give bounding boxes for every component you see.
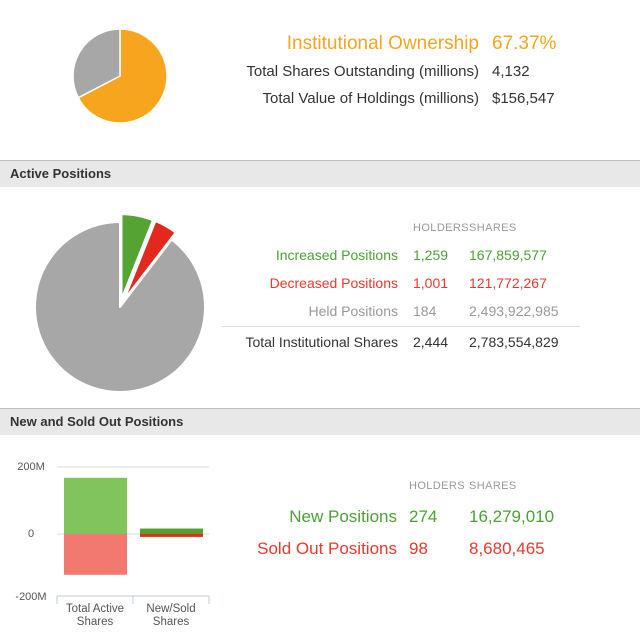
active-shares-column-header: SHARES [469,222,517,234]
holdings-value-label: Total Value of Holdings (millions) [262,90,479,107]
new-positions-holders: 274 [409,507,438,526]
total-institutional-shares-shares: 2,783,554,829 [469,334,559,350]
decreased-positions-holders: 1,001 [413,275,449,291]
held-positions-label: Held Positions [308,303,398,319]
newsold-shares-column-header: SHARES [469,480,517,492]
newsold-holders-column-header: HOLDERS [409,480,465,492]
new-positions-label: New Positions [289,507,397,526]
shares-outstanding-label: Total Shares Outstanding (millions) [246,63,479,80]
decreased-positions-label: Decreased Positions [269,275,398,291]
sold-out-positions-label: Sold Out Positions [257,539,397,558]
ownership-percent-value: 67.37% [492,33,557,54]
new-sold-title: New and Sold Out Positions [10,414,184,429]
shares-outstanding-value: 4,132 [492,63,530,80]
sold-out-positions-shares: 8,680,465 [469,539,545,558]
increased-positions-label: Increased Positions [275,247,398,263]
y-axis-tick-0: 0 [27,528,35,540]
total-institutional-shares-holders: 2,444 [413,334,449,350]
sold-out-positions-holders: 98 [409,539,428,558]
total-institutional-shares-label: Total Institutional Shares [245,334,398,350]
active-holders-column-header: HOLDERS [413,222,469,234]
active-positions-title: Active Positions [10,166,112,181]
increased-positions-holders: 1,259 [413,247,449,263]
category-label-new-sold-shares: New/Sold Shares [146,603,196,628]
holdings-value-value: $156,547 [492,90,555,107]
active-positions-section-header [0,160,640,187]
y-axis-tick-200m: 200M [17,461,45,473]
new-sold-section-header [0,408,640,435]
category-label-total-active-shares: Total Active Shares [65,603,125,628]
total-row-divider [222,326,580,327]
held-positions-shares: 2,493,922,985 [469,303,559,319]
y-axis-tick-neg200m: -200M [15,591,47,603]
ownership-heading-label: Institutional Ownership [286,33,479,54]
decreased-positions-shares: 121,772,267 [469,275,547,291]
increased-positions-shares: 167,859,577 [469,247,547,263]
new-positions-shares: 16,279,010 [469,507,555,526]
held-positions-holders: 184 [413,303,437,319]
